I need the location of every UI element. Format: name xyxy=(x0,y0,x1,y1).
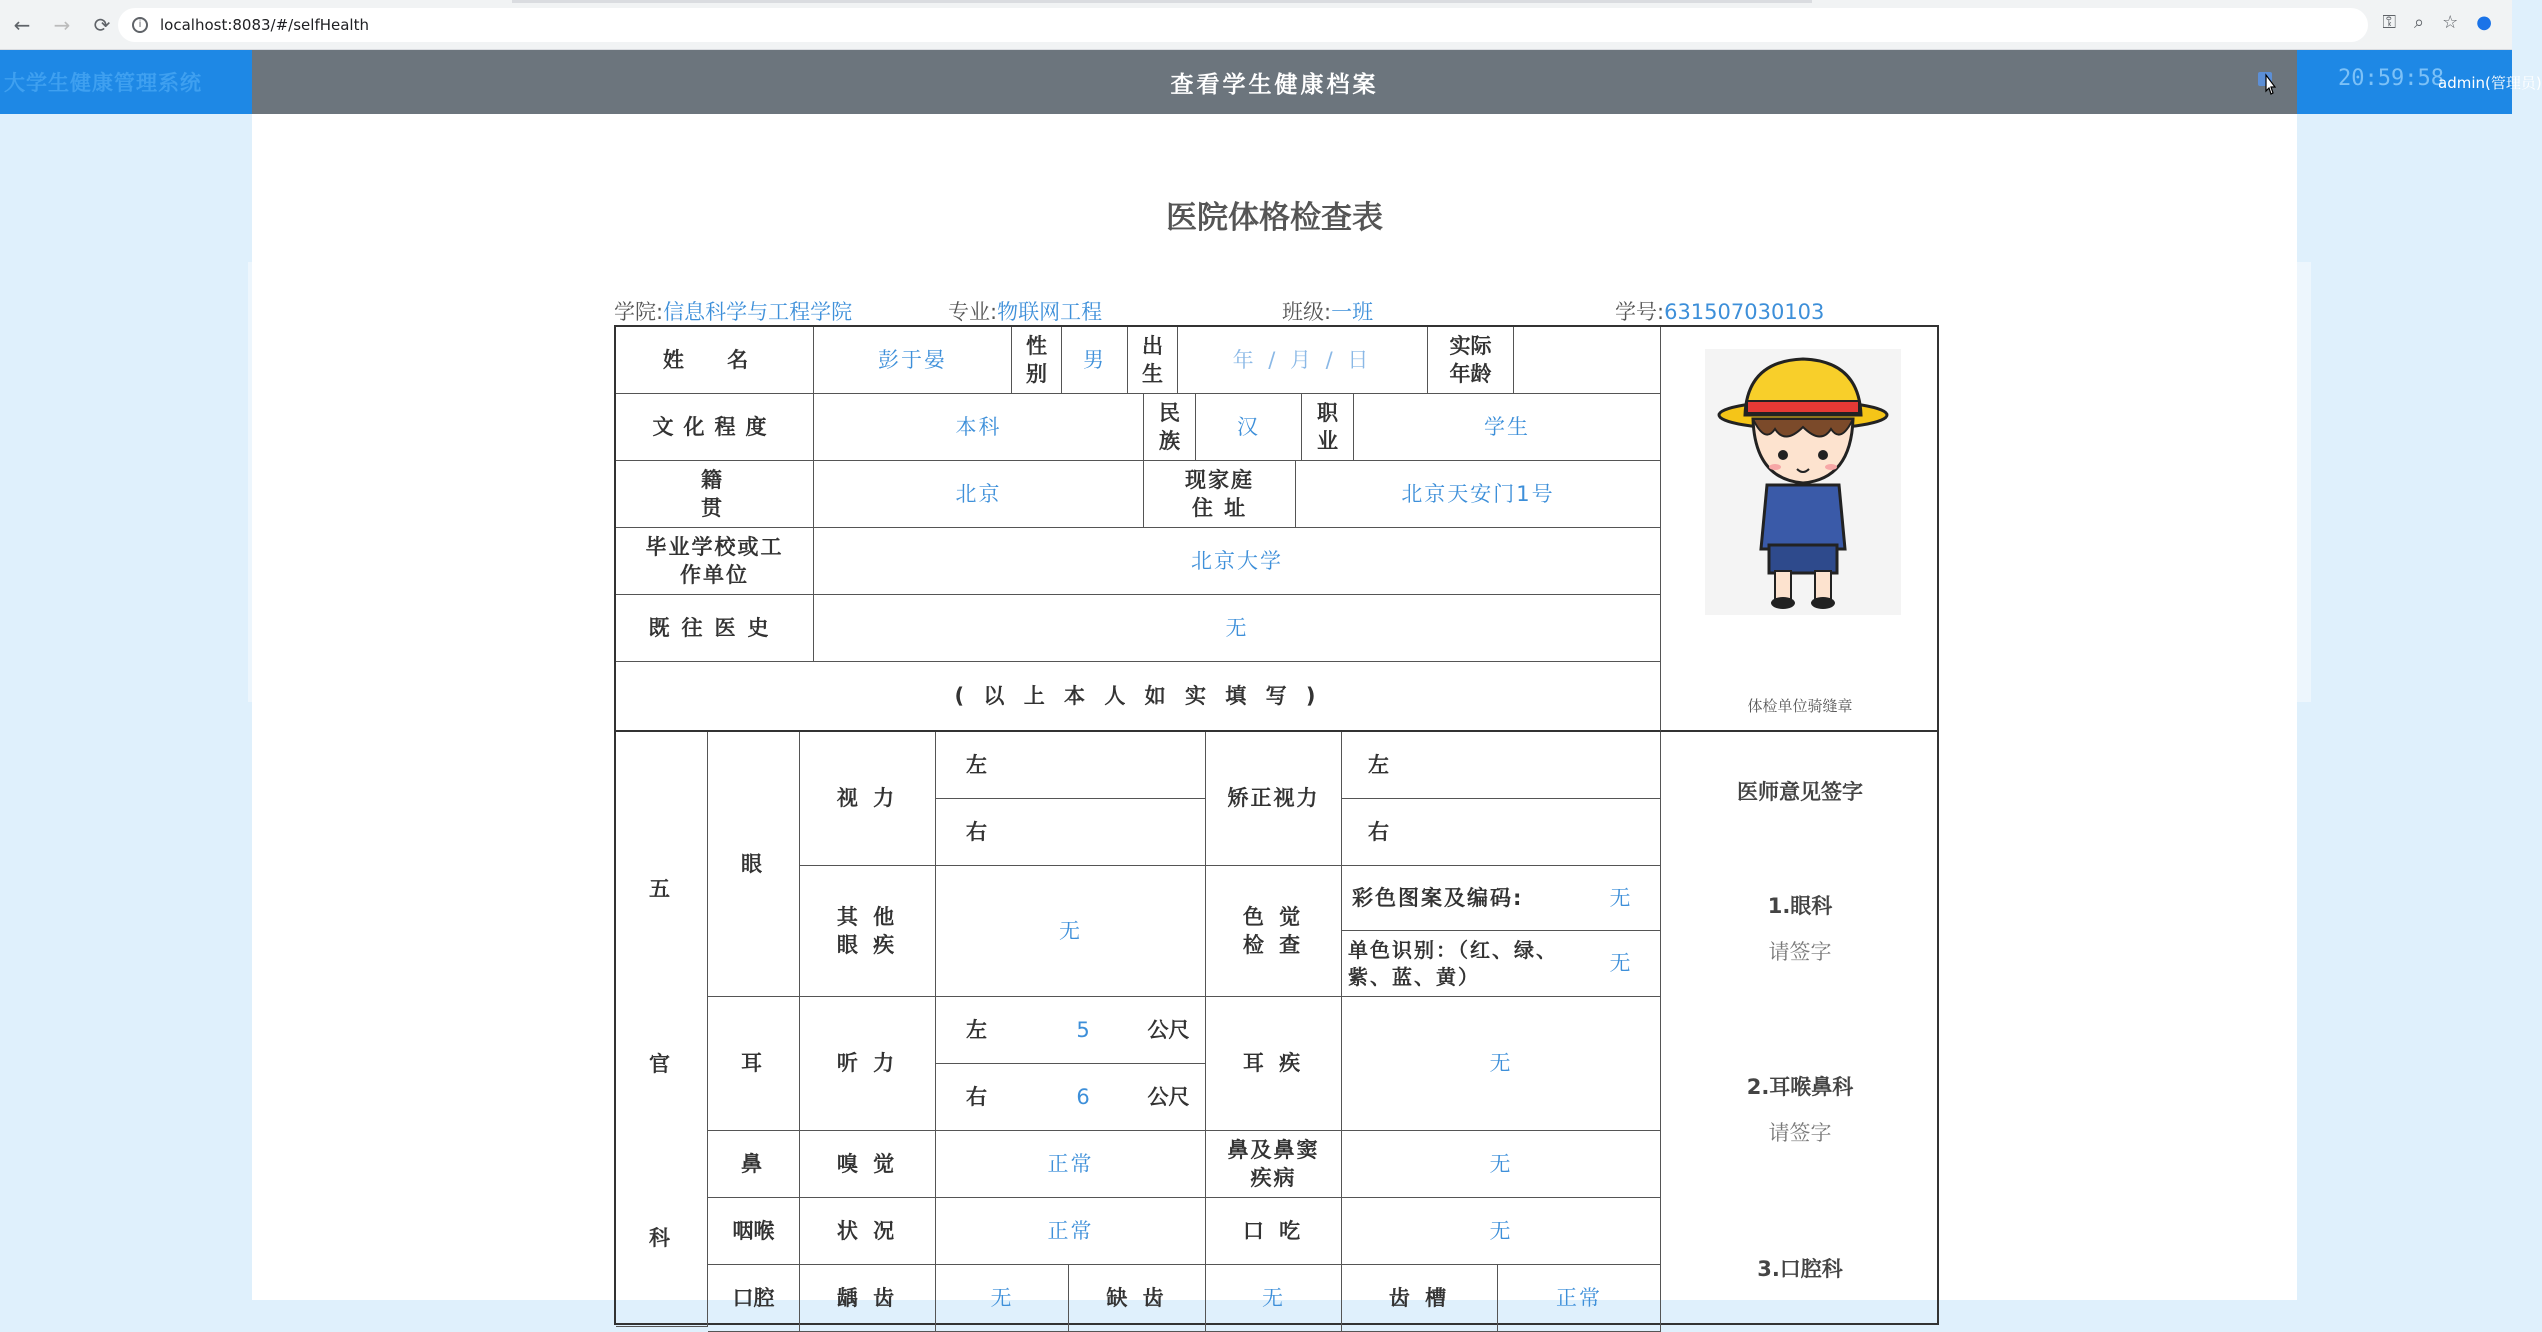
seal-label: 体检单位骑缝章 xyxy=(1747,697,1853,715)
key-icon[interactable]: ⚿ xyxy=(2382,12,2397,33)
native-label: 籍 贯 xyxy=(616,461,814,528)
edu-value: 本科 xyxy=(814,394,1144,461)
class-label: 班级: xyxy=(1282,300,1332,324)
ent-dept-title: 2.耳喉鼻科 xyxy=(1746,1075,1854,1099)
dental-dept-title: 3.口腔科 xyxy=(1757,1257,1843,1281)
caries-label: 龋 齿 xyxy=(800,1265,936,1332)
history-label: 既往医史 xyxy=(616,595,814,662)
zoom-icon[interactable]: ⌕ xyxy=(2414,12,2425,33)
site-info-icon[interactable]: i xyxy=(132,17,148,33)
student-avatar-icon xyxy=(1705,349,1901,615)
missing-value: 无 xyxy=(1206,1265,1342,1332)
modal-title: 查看学生健康档案 xyxy=(252,50,2297,114)
major-value: 物联网工程 xyxy=(997,300,1103,324)
mono-color-value: 无 xyxy=(1582,931,1661,997)
hearing-left-unit: 公尺 xyxy=(1132,997,1206,1064)
hearing-right-label: 右 xyxy=(936,1064,1036,1131)
health-form-table xyxy=(614,325,1939,1325)
section-char-2: 官 xyxy=(649,1051,674,1076)
other-eye-value: 无 xyxy=(936,866,1206,997)
section-char-1: 五 xyxy=(649,877,674,902)
nose-label: 鼻 xyxy=(708,1131,800,1198)
hearing-right-unit: 公尺 xyxy=(1132,1064,1206,1131)
gum-value: 正常 xyxy=(1498,1265,1661,1332)
gender-value: 男 xyxy=(1062,327,1128,394)
native-value: 北京 xyxy=(814,461,1144,528)
school-label: 毕业学校或工作单位 xyxy=(616,528,814,595)
address-value: 北京天安门1号 xyxy=(1296,461,1661,528)
sid-label: 学号: xyxy=(1615,300,1665,324)
job-label: 职业 xyxy=(1302,394,1354,461)
tab-strip xyxy=(512,0,1812,3)
other-eye-label: 其 他 眼 疾 xyxy=(800,866,936,997)
cursor-icon xyxy=(2262,74,2280,98)
smell-value: 正常 xyxy=(936,1131,1206,1198)
ear-label: 耳 xyxy=(708,997,800,1131)
class-value: 一班 xyxy=(1331,300,1374,324)
corrected-vision-label: 矫正视力 xyxy=(1206,732,1342,866)
vision-left-label: 左 xyxy=(936,732,1206,799)
major-label: 专业: xyxy=(948,300,998,324)
name-value: 彭于晏 xyxy=(814,327,1012,394)
name-label: 姓 名 xyxy=(616,327,814,394)
browser-actions xyxy=(2382,12,2492,33)
gum-label: 齿 槽 xyxy=(1342,1265,1498,1332)
stutter-label: 口 吃 xyxy=(1206,1198,1342,1265)
modal-body xyxy=(252,114,2297,1310)
state-value: 正常 xyxy=(936,1198,1206,1265)
hearing-label: 听 力 xyxy=(800,997,936,1131)
address-bar[interactable] xyxy=(118,8,2368,42)
birth-label: 出生 xyxy=(1128,327,1178,394)
photo-area xyxy=(1661,327,1939,732)
sid-value: 631507030103 xyxy=(1664,300,1825,324)
state-label: 状 况 xyxy=(800,1198,936,1265)
section-char-3: 科 xyxy=(649,1226,674,1251)
doctor-signature-column xyxy=(1661,732,1939,1327)
missing-label: 缺 齿 xyxy=(1069,1265,1206,1332)
college-label: 学院: xyxy=(614,300,664,324)
history-value: 无 xyxy=(814,595,1661,662)
school-value: 北京大学 xyxy=(814,528,1661,595)
corrected-right-label: 右 xyxy=(1342,799,1661,866)
gender-label: 性别 xyxy=(1012,327,1062,394)
app-brand[interactable]: 大学生健康管理系统 xyxy=(0,50,252,114)
stutter-value: 无 xyxy=(1342,1198,1661,1265)
vision-right-label: 右 xyxy=(936,799,1206,866)
mono-color-label: 单色识别：（红、绿、紫、蓝、黄） xyxy=(1342,931,1582,997)
doctor-opinion-title: 医师意见签字 xyxy=(1737,780,1863,804)
star-icon[interactable]: ☆ xyxy=(2442,12,2459,33)
back-icon[interactable]: ← xyxy=(13,12,31,37)
ethnic-value: 汉 xyxy=(1196,394,1302,461)
self-fill-note: ( 以 上 本 人 如 实 填 写 ) xyxy=(616,662,1661,732)
birth-value: 年 / 月 / 日 xyxy=(1178,327,1428,394)
color-pattern-label: 彩色图案及编码: xyxy=(1342,866,1582,931)
address-label: 现家庭住 址 xyxy=(1144,461,1296,528)
user-menu[interactable]: admin(管理员) xyxy=(2438,74,2542,92)
url-text: localhost:8083/#/selfHealth xyxy=(160,16,369,34)
throat-label: 咽喉 xyxy=(708,1198,800,1265)
color-sense-label: 色 觉 检 查 xyxy=(1206,866,1342,997)
eye-dept-title: 1.眼科 xyxy=(1767,894,1833,918)
mouth-label: 口腔 xyxy=(708,1265,800,1332)
reload-icon[interactable]: ⟳ xyxy=(93,12,111,37)
background-panel xyxy=(2297,262,2311,702)
smell-label: 嗅 觉 xyxy=(800,1131,936,1198)
color-pattern-value: 无 xyxy=(1582,866,1661,931)
ent-dept-sign[interactable]: 请签字 xyxy=(1768,1121,1832,1145)
eye-dept-sign[interactable]: 请签字 xyxy=(1768,940,1832,964)
profile-icon[interactable]: ● xyxy=(2476,12,2492,33)
ear-disease-label: 耳 疾 xyxy=(1206,997,1342,1131)
student-photo xyxy=(1705,349,1901,615)
major-info xyxy=(948,296,1102,326)
college-info xyxy=(614,296,852,326)
corrected-left-label: 左 xyxy=(1342,732,1661,799)
vision-label: 视 力 xyxy=(800,732,936,866)
age-label: 实际年龄 xyxy=(1428,327,1514,394)
hearing-right-value: 6 xyxy=(1036,1064,1132,1131)
sid-info xyxy=(1615,296,1824,326)
hearing-left-value: 5 xyxy=(1036,997,1132,1064)
section-label xyxy=(616,732,708,1327)
browser-toolbar xyxy=(0,0,2512,50)
ethnic-label: 民族 xyxy=(1144,394,1196,461)
sinus-label: 鼻及鼻窦疾病 xyxy=(1206,1131,1342,1198)
caries-value: 无 xyxy=(936,1265,1069,1332)
class-info xyxy=(1282,296,1373,326)
hearing-left-label: 左 xyxy=(936,997,1036,1064)
edu-label: 文化程度 xyxy=(616,394,814,461)
job-value: 学生 xyxy=(1354,394,1661,461)
form-title: 医院体格检查表 xyxy=(1166,200,1383,236)
eye-label: 眼 xyxy=(708,732,800,997)
forward-icon[interactable]: → xyxy=(53,12,71,37)
ear-disease-value: 无 xyxy=(1342,997,1661,1131)
college-value: 信息科学与工程学院 xyxy=(663,300,853,324)
clock: 20:59:58 xyxy=(2338,66,2444,91)
sinus-value: 无 xyxy=(1342,1131,1661,1198)
age-value xyxy=(1514,327,1661,394)
